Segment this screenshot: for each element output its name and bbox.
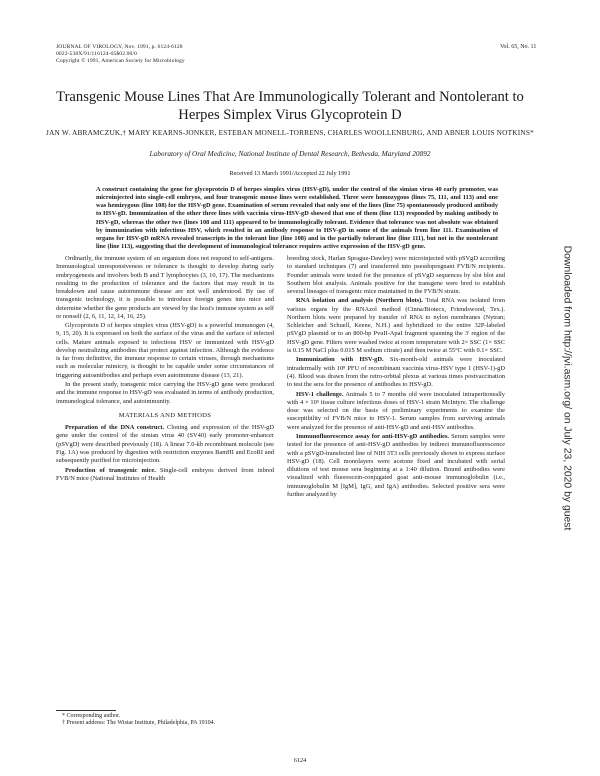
journal-volume: Vol. 65, No. 11: [500, 44, 537, 50]
paragraph-text: Six-month-old animals were inoculated intradermally with 10⁸ PFU of recombinant vaccinia virus-HSV type 1 (HSV-1)-gD (4). Blood was drawn from the retro-orbital plexus at various times postvaccination to test the sera for the presence of antibodies to HSV-gD.: [287, 356, 505, 389]
abstract: A construct containing the gene for glycoprotein D of herpes simplex virus (HSV-gD), under the control of the simian virus 40 early promoter, was microinjected into single-cell embryos, and four transgenic mouse lines were established. Three were homozygous (lines 75, 111, and 113) and one was hemizygous (line 108) for the HSV-gD gene. Examination of serum revealed that only one of the lines (line 75) spontaneously produced antibody to HSV-gD. Immunization of the other three lines with vaccinia virus-HSV-gD showed that one of them (line 113) responded by making antibody to HSV-gD, whereas the other two (lines 108 and 111) appeared to be immunologically tolerant. Evidence that tolerance was not absolute was obtained by immunization with infectious HSV, which resulted in an antibody response to HSV-gD in some of the animals from line 111. Examination of organs for HSV-gD mRNA revealed transcripts in the tolerant line (line 108) and in the partially tolerant line (line 111), but not in the nontolerant line (line 113), suggesting that the development of immunological tolerance requires active expression of the HSV-gD gene.: [96, 186, 498, 251]
methods-paragraph: [56, 467, 274, 484]
methods-paragraph: [287, 391, 505, 432]
run-in-heading: Immunization with HSV-gD.: [296, 356, 384, 364]
author-list: JAN W. ABRAMCZUK,† MARY KEARNS-JONKER, ESTEBAN MONELL-TORRENS, CHARLES WOOLLENBURG, AND ABNER LOUIS NOTKINS*: [46, 128, 534, 137]
paragraph-text: Serum samples were tested for the presence of anti-HSV-gD antibodies by indirect immunofluorescence with a pSVgD-transfected line of NIH 3T3 cells previously shown to express surface HSV-gD (18). Cell monolayers were acetone fixed and incubated with serial dilutions of test mouse sera beginning at a 1:40 dilution. Bound antibodies were visualized with fluorescein-conjugated goat anti-mouse immunoglobulin (i.e., immunoglobulin M [IgM], IgG, and IgA) antibodies. Selected positive sera were further analyzed by: [287, 433, 505, 498]
footnote-corresponding: * Corresponding author.: [62, 713, 121, 719]
paragraph-text: Cloning and expression of the HSV-gD gene under the control of the simian virus 40 (SV40) early promoter-enhancer (pSVgD) were described previously (18). A linear 7.0-kb recombinant molecule (see Fig. 1A) was produced by digestion with restriction enzymes BamHI and EcoRI and subsequently purified for microinjection.: [56, 424, 274, 465]
intro-paragraph: Ordinarily, the immune system of an organism does not respond to self-antigens. Immunological unresponsiveness or tolerance is thought to develop during early embryogenesis and involves both B and T lymphocytes (3, 10, 17). The mechanisms resulting in the production of tolerance and the factors that may result in its breakdown and cause autoimmune disease are not well understood. By use of transgenic technology, it is possible to introduce foreign genes into mice and determine whether the gene products are viewed by the host's immune system as self or nonself (2, 6, 11, 12, 14, 16, 25).: [56, 255, 274, 320]
run-in-heading: RNA isolation and analysis (Northern blots).: [296, 297, 423, 305]
run-in-heading: Preparation of the DNA construct.: [65, 424, 165, 432]
intro-paragraph: Glycoprotein D of herpes simplex virus (HSV-gD) is a powerful immunogen (4, 9, 15, 20). It is expressed on both the surface of the virus and the surface of infected cells. Mature animals exposed to infectious HSV or immunized with HSV-gD develop neutralizing antibodies that protect against infection. Although the evidence is far from definitive, the immune response to certain viruses, through mechanisms such as molecular mimicry, is thought to be capable under some circumstances of triggering autoantibodies and perhaps even autoimmune disease (13, 21).: [56, 322, 274, 379]
author-affiliation: Laboratory of Oral Medicine, National Institute of Dental Research, Bethesda, Maryland 20892: [149, 149, 431, 158]
section-heading-methods: MATERIALS AND METHODS: [118, 411, 212, 419]
right-column: [287, 255, 505, 500]
paragraph-text: Total RNA was isolated from various organs by the RNAzol method (Cinna/Biotecx, Friendswood, Tex.). Northern blots were prepared by transfer of RNA to nylon membranes (Nytran; Schleicher and Schuell, Keene, N.H.) and hybridized to the entire 32P-labeled pSVgD plasmid or to an 800-bp PvuII-ApaI fragment spanning the 3' region of the HSV-gD gene. Filters were washed twice at room temperature with 2× SSC (1× SSC is 0.15 M NaCl plus 0.015 M sodium citrate) and then twice at 55°C with 0.1× SSC.: [287, 297, 505, 354]
received-date: Received 13 March 1991/Accepted 22 July 1991: [229, 170, 351, 177]
paragraph-text: Single-cell embryos derived from inbred FVB/N mice (National Institutes of Health: [56, 466, 274, 482]
journal-issn: 0022-538X/91/116124-05$02.00/0: [56, 51, 137, 58]
intro-paragraph: In the present study, transgenic mice carrying the HSV-gD gene were produced and the immune response to HSV-gD was evaluated in terms of antibody production, immunological tolerance, and autoimmunity.: [56, 381, 274, 405]
run-in-heading: Immunofluorescence assay for anti-HSV-gD antibodies.: [296, 433, 450, 440]
footnote-divider: [56, 710, 116, 711]
left-column: [56, 255, 274, 484]
methods-paragraph: [287, 433, 505, 499]
journal-copyright: Copyright © 1991, American Society for Microbiology: [56, 58, 185, 65]
run-in-heading: HSV-1 challenge.: [296, 390, 344, 398]
page-number: 6124: [293, 757, 307, 764]
footnote-address: † Present address: The Wistar Institute, Philadelphia, PA 19104.: [62, 720, 216, 727]
journal-header: [56, 44, 185, 66]
journal-citation: JOURNAL OF VIROLOGY, Nov. 1991, p. 6124-6128: [56, 44, 183, 50]
paragraph-text: Animals 5 to 7 months old were inoculated intraperitoneally with 4 × 10⁵ tissue culture infectious doses of HSV-1 strain McIntyre. The challenge dose was selected on the basis of preliminary experiments to examine the susceptibility of FVB/N mice to HSV-1. Serum samples from surviving animals were analyzed for the presence of anti-HSV-gD and anti-HSV antibodies.: [287, 390, 505, 431]
methods-paragraph: [287, 356, 505, 389]
methods-paragraph-continued: breeding stock, Harlan Sprague-Dawley) were microinjected with pSVgD according to standard techniques (7) and transferred into pseudopregnant FVB/N recipients. Founder animals were tested for the presence of pSVgD sequences by slot blot and Southern blot analysis. Animals positive for the transgene were bred to establish several lineages of transgenic mice maintained in the FVB/N strain.: [287, 255, 505, 295]
methods-paragraph: [287, 297, 505, 355]
article-title: Transgenic Mouse Lines That Are Immunologically Tolerant and Nontolerant to Herpes Simplex Virus Glycoprotein D: [56, 89, 524, 123]
methods-paragraph: [56, 424, 274, 465]
run-in-heading: Production of transgenic mice.: [65, 466, 156, 474]
footnotes: [56, 713, 274, 728]
download-notice: Downloaded from http://jvi.asm.org/ on July 23, 2020 by guest: [561, 245, 573, 531]
